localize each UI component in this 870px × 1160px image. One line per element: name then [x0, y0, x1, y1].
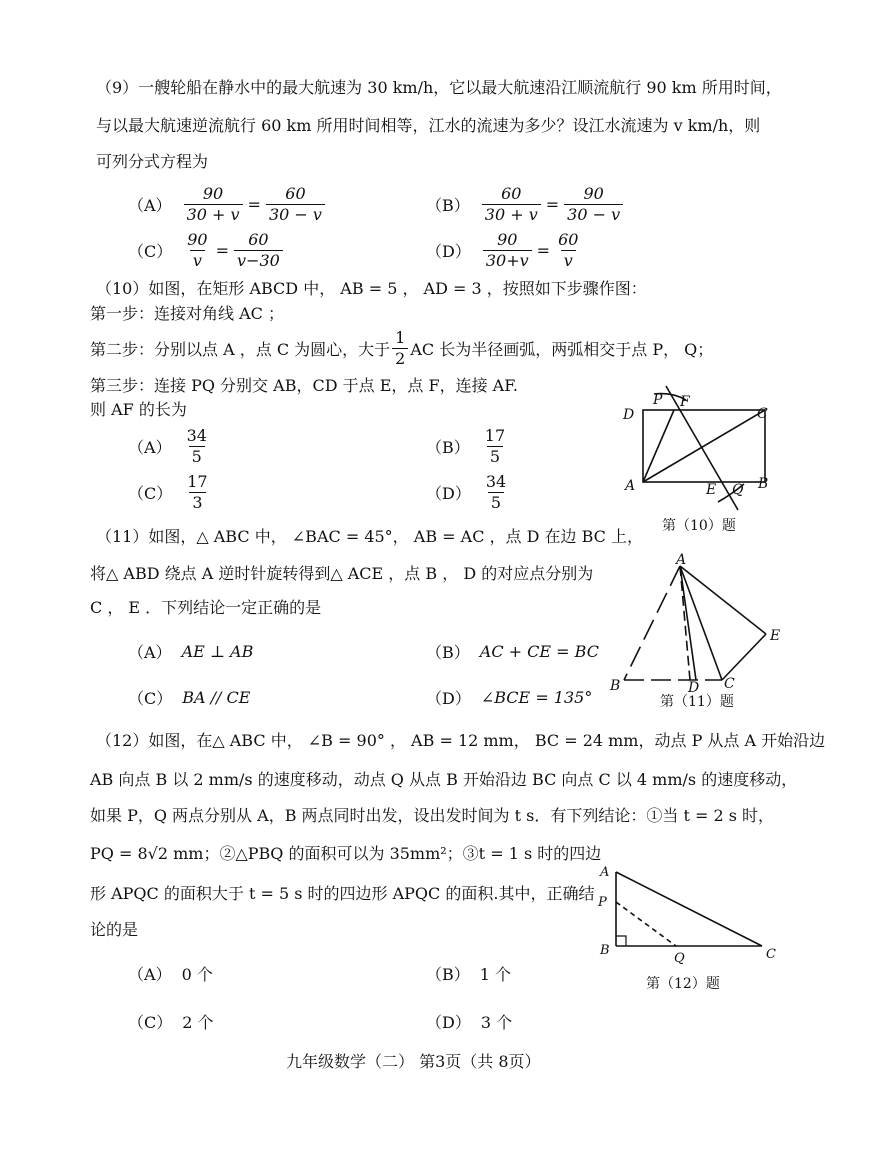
- label-d: D: [623, 407, 635, 423]
- q12-line-2: AB 向点 B 以 2 mm/s 的速度移动，动点 Q 从点 B 开始沿边 BC 向点 C 以 4 mm/s 的速度移动，: [90, 770, 798, 789]
- line-pq: [666, 386, 738, 510]
- label-b: B: [758, 476, 769, 492]
- q12-line-4: PQ = 8√2 mm；②△PBQ 的面积可以为 35mm²；③t = 1 s 时的四边: [90, 844, 602, 863]
- option-label: （B）: [426, 643, 470, 662]
- q10-step-2: [90, 328, 713, 369]
- option-text: ∠BCE = 135°: [480, 688, 593, 707]
- option-label: （D）: [426, 242, 471, 261]
- label-f: F: [680, 394, 690, 410]
- equals-sign: =: [536, 241, 551, 260]
- q11-figure: [606, 552, 790, 738]
- option-label: （C）: [128, 242, 173, 261]
- figure-caption: 第（10）题: [662, 518, 736, 534]
- numerator: 60: [558, 230, 579, 249]
- denominator: v: [561, 250, 576, 271]
- side-ab: [624, 566, 680, 680]
- denominator: 30 − v: [564, 204, 623, 225]
- q12-figure: [590, 858, 790, 998]
- right-angle-mark: [616, 936, 626, 946]
- label-b: B: [610, 678, 621, 694]
- numerator: 90: [187, 230, 208, 249]
- q11-option-c: [128, 686, 250, 709]
- q9-line-3: 可列分式方程为: [96, 152, 209, 171]
- q10-step-3: 第三步：连接 PQ 分别交 AB，CD 于点 E，点 F，连接 AF.: [90, 376, 518, 395]
- q11-option-d: [426, 686, 592, 709]
- denominator: 5: [189, 446, 205, 467]
- numerator: 34: [186, 426, 207, 445]
- fraction-half: [392, 328, 408, 369]
- option-label: （C）: [128, 1013, 173, 1032]
- label-a: A: [625, 478, 636, 494]
- q10-step-1: 第一步：连接对角线 AC ；: [90, 304, 284, 323]
- label-b: B: [600, 943, 610, 958]
- q12-option-a: [128, 962, 213, 985]
- q11-line-1: （11）如图，△ ABC 中， ∠BAC = 45°， AB = AC ，点 D 在边 BC 上，: [96, 527, 644, 546]
- denominator: 3: [189, 492, 205, 513]
- option-label: （D）: [426, 484, 471, 503]
- equals-sign: =: [545, 195, 560, 214]
- fraction: [482, 184, 541, 225]
- fraction: [483, 230, 532, 271]
- option-label: （B）: [426, 196, 470, 215]
- numerator: 60: [248, 230, 269, 249]
- q9-line-1: （9）一艘轮船在静水中的最大航速为 30 km/h，它以最大航速沿江顺流航行 90 km 所用时间，: [96, 78, 782, 97]
- equals-sign: =: [215, 241, 230, 260]
- segment-af: [643, 410, 674, 482]
- denominator: 30 + v: [482, 204, 541, 225]
- label-a: A: [676, 552, 687, 568]
- q12-line-6: 论的是: [90, 920, 139, 939]
- denominator: 5: [487, 446, 503, 467]
- q11-line-3: C ， E ．下列结论一定正确的是: [90, 598, 322, 617]
- option-label: （C）: [128, 484, 173, 503]
- q9-option-c: [128, 230, 285, 271]
- segment-ce: [722, 634, 766, 680]
- step2-text-tail: AC 长为半径画弧，两弧相交于点 P， Q；: [410, 340, 714, 359]
- q12-option-b: [426, 962, 511, 985]
- q11-option-b: [426, 640, 599, 663]
- option-label: （A）: [128, 643, 172, 662]
- denominator: 30+v: [483, 250, 532, 271]
- option-text: 3 个: [480, 1013, 513, 1032]
- diagonal-ac: [643, 410, 765, 482]
- q12-line-1: （12）如图，在△ ABC 中， ∠B = 90° ， AB = 12 mm， BC = 24 mm，动点 P 从点 A 开始沿边: [96, 731, 826, 750]
- denominator: v: [190, 250, 205, 271]
- label-c: C: [724, 676, 735, 692]
- numerator: 90: [497, 230, 518, 249]
- fraction: [184, 426, 210, 467]
- q12-line-5: 形 APQC 的面积大于 t = 5 s 时的四边形 APQC 的面积.其中，正确结: [90, 884, 595, 903]
- numerator: 17: [484, 426, 506, 445]
- page-footer: 九年级数学（二） 第3页（共 8页）: [286, 1052, 541, 1071]
- q10-option-d: [426, 472, 511, 513]
- label-c: C: [757, 406, 768, 422]
- fraction: [184, 230, 210, 271]
- q10-option-c: [128, 472, 213, 513]
- denominator: 30 + v: [184, 204, 243, 225]
- numerator: 34: [485, 472, 507, 491]
- q10-option-b: [426, 426, 510, 467]
- option-text: 1 个: [479, 965, 512, 984]
- label-p: P: [598, 895, 607, 910]
- label-p: P: [653, 392, 663, 408]
- numerator: 1: [395, 328, 406, 347]
- option-text: 0 个: [181, 965, 213, 984]
- figure-caption: 第（11）题: [660, 694, 734, 710]
- denominator: v−30: [234, 250, 283, 271]
- option-text: AC + CE = BC: [479, 642, 599, 661]
- option-text: AE ⊥ AB: [181, 642, 254, 661]
- fraction: [564, 184, 623, 225]
- segment-pq: [616, 902, 676, 946]
- fraction: [483, 472, 509, 513]
- numerator: 17: [187, 472, 208, 491]
- q10-question: 则 AF 的长为: [90, 400, 187, 419]
- numerator: 90: [583, 184, 604, 203]
- fraction: [184, 184, 243, 225]
- numerator: 90: [202, 184, 224, 203]
- option-label: （A）: [128, 438, 172, 457]
- q12-option-d: [426, 1010, 512, 1033]
- option-label: （D）: [426, 689, 471, 708]
- denominator: 2: [392, 348, 408, 369]
- q11-option-a: [128, 640, 253, 663]
- label-d: D: [688, 680, 700, 696]
- q9-option-d: [426, 230, 583, 271]
- q10-option-a: [128, 426, 212, 467]
- label-a: A: [600, 865, 610, 880]
- q9-option-b: [426, 184, 625, 225]
- figure-caption: 第（12）题: [646, 976, 720, 992]
- q10-figure: [610, 378, 790, 538]
- q9-line-2: 与以最大航速逆流航行 60 km 所用时间相等，江水的流速为多少？设江水流速为 v km/h，则: [96, 116, 761, 135]
- q11-line-2: 将△ ABD 绕点 A 逆时针旋转得到△ ACE ，点 B ， D 的对应点分别为: [90, 564, 594, 583]
- equals-sign: =: [247, 195, 261, 214]
- fraction: [184, 472, 210, 513]
- step2-text: 第二步：分别以点 A ，点 C 为圆心，大于: [90, 340, 391, 359]
- fraction: [555, 230, 581, 271]
- numerator: 60: [501, 184, 522, 203]
- option-label: （A）: [128, 965, 172, 984]
- option-label: （B）: [426, 438, 470, 457]
- option-text: BA // CE: [182, 688, 251, 707]
- q12-option-c: [128, 1010, 214, 1033]
- label-e: E: [706, 482, 717, 498]
- fraction: [266, 184, 325, 225]
- q12-line-3: 如果 P，Q 两点分别从 A，B 两点同时出发，设出发时间为 t s．有下列结论：①当 t = 2 s 时，: [90, 806, 775, 825]
- label-e: E: [770, 628, 781, 644]
- q9-option-a: [128, 184, 327, 225]
- option-label: （B）: [426, 965, 470, 984]
- denominator: 30 − v: [266, 204, 325, 225]
- denominator: 5: [488, 492, 504, 513]
- fraction: [234, 230, 283, 271]
- option-label: （A）: [128, 196, 172, 215]
- numerator: 60: [285, 184, 306, 203]
- label-q: Q: [732, 482, 744, 498]
- label-q: Q: [674, 951, 685, 966]
- q10-line-1: （10）如图，在矩形 ABCD 中， AB = 5 ， AD = 3 ，按照如下步骤作图：: [96, 279, 647, 298]
- option-label: （C）: [128, 689, 173, 708]
- label-c: C: [766, 947, 776, 962]
- side-ac: [616, 872, 762, 946]
- option-text: 2 个: [182, 1013, 214, 1032]
- fraction: [482, 426, 508, 467]
- option-label: （D）: [426, 1013, 471, 1032]
